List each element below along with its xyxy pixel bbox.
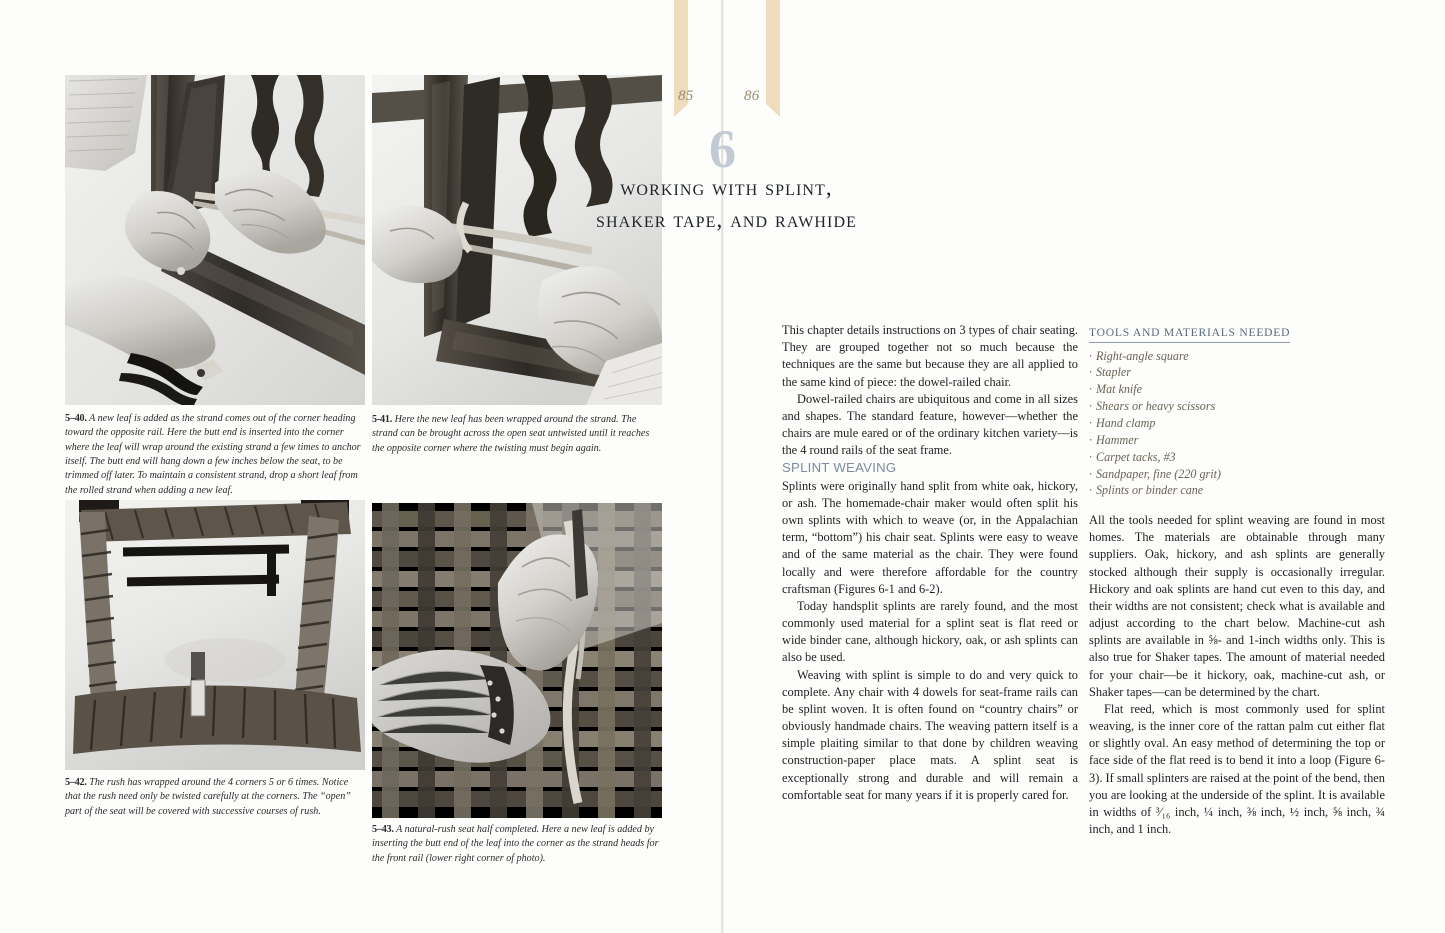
figure-label-5-42: 5–42. (65, 777, 87, 788)
tools-and-materials-box (1089, 323, 1389, 499)
paragraph-splint-3: Weaving with splint is simple to do and very quick to complete. Any chair with 4 dowels for seat-frame rails can be splint woven. It is often found on “country chairs” or obviously handmade chairs. The weaving pattern itself is a simple plaiting similar to that done by children weaving construction-paper place mats. A splint seat is exceptionally strong and durable and will remain a comfortable seat for many years if it is properly cared for. (782, 667, 1078, 802)
figure-caption-text-5-43: A natural-rush seat half completed. Here a new leaf is added by inserting the butt end of the leaf into the corner as the strand heads for the front rail (lower right corner of photo). (372, 824, 659, 864)
tools-list-item: · Sandpaper, fine (220 grit) (1089, 466, 1389, 483)
figure-caption-5-40 (65, 412, 365, 498)
chapter-title-line-2: shaker tape, and rawhide (595, 206, 858, 232)
figure-photo-5-42 (65, 500, 365, 770)
paragraph-intro-1: This chapter details instructions on 3 types of chair seating. They are grouped together not so much because the techniques are the same but because they are all applied to the same kind of piece: the dowel-railed chair. (782, 323, 1078, 389)
figure-photo-5-43 (372, 503, 662, 818)
figure-label-5-40: 5–40. (65, 413, 87, 424)
tools-list (1089, 348, 1389, 500)
tools-list-item: · Hammer (1089, 432, 1389, 449)
tools-list-item: · Hand clamp (1089, 415, 1389, 432)
figure-caption-text-5-40: A new leaf is added as the strand comes out of the corner heading toward the opposite rail. Here the butt end is inserted into the corner where the leaf will wrap around the existing strand a few times to anchor itself. The butt end will hang down a few inches below the seat, to be trimmed off later. To maintain a consistent strand, drop a short leaf from the rolled strand when adding a new leaf. (65, 413, 361, 496)
tools-list-item: · Carpet tacks, #3 (1089, 449, 1389, 466)
figure-caption-text-5-41: Here the new leaf has been wrapped around the strand. The strand can be brought across the open seat untwisted until it reaches the opposite corner where the twisting must begin again. (372, 414, 650, 454)
page-ribbon-right (766, 0, 780, 104)
figure-label-5-43: 5–43. (372, 824, 394, 835)
figure-caption-5-42 (65, 776, 365, 819)
chapter-title-line-1: working with splint, (620, 175, 833, 200)
paragraph-tools-materials: All the tools needed for splint weaving are found in most homes. The materials are obtainable through many suppliers. Oak, hickory, and ash splints are generally stocked although their supply is occasionally irregular. Hickory and oak splints are hand cut even to this day, and their widths are not consistent; check what is available and adjust according to the chart below. Machine-cut ash splints are available in ⅝- and 1-inch widths only. This is also true for Shaker tapes. The amount of material needed for your chair—be it hickory, oak, machine-cut ash, or Shaker tapes—can be determined by the chart. (1089, 513, 1385, 699)
chapter-number: 6 (709, 119, 736, 179)
folio-right: 86 (744, 88, 760, 104)
paragraph-splint-1: Splints were originally hand split from white oak, hickory, or ash. The homemade-chair maker would often split his own splints with which to weave (or, in the Appalachian term, “bottom”) his chair seat. Splints were easy to weave and of the same material as the chair. They were found locally and were therefore affordable for the country craftsman (Figures 6-1 and 6-2). (782, 478, 1078, 596)
tools-list-item: · Shears or heavy scissors (1089, 398, 1389, 415)
paragraph-flat-reed: Flat reed, which is most commonly used for splint weaving, is the inner core of the rattan palm cut either flat or slightly oval. An easy method of determining the top or face side of the flat reed is to bend it into a loop (Figure 6-3). If small splinters are raised at the point of the bend, then you are looking at the underside of the splint. It is available in widths of ³⁄₁₆ inch, ¼ inch, ⅜ inch, ½ inch, ⅝ inch, ¾ inch, and 1 inch. (1089, 701, 1385, 837)
photo-5-43-art (372, 503, 662, 818)
body-column-left (782, 322, 1078, 804)
paragraph-intro-2: Dowel-railed chairs are ubiquitous and come in all sizes and shapes. The standard feature, however—whether the chairs are mule eared or of the ordinary kitchen variety—is the 4 round rails of the seat frame. (782, 391, 1078, 458)
tools-list-item: · Stapler (1089, 364, 1389, 381)
tools-list-item: · Mat knife (1089, 381, 1389, 398)
tools-list-item: · Right-angle square (1089, 348, 1389, 365)
figure-caption-5-41 (372, 413, 662, 456)
figure-label-5-41: 5-41. (372, 414, 393, 425)
figure-caption-text-5-42: The rush has wrapped around the 4 corners 5 or 6 times. Notice that the rush need only be twisted carefully at the corners. The “open” part of the seat will be covered with successive courses of rush. (65, 777, 351, 817)
body-column-right (1089, 512, 1385, 838)
photo-5-42-art (65, 500, 365, 770)
tools-heading: TOOLS AND MATERIALS NEEDED (1089, 326, 1290, 343)
folio-left: 85 (678, 88, 694, 104)
paragraph-splint-2: Today handsplit splints are rarely found, and the most commonly used material for a splint seat is flat reed or wide binder cane, although hickory, oak, or ash splints can also be used. (782, 598, 1078, 665)
tools-list-item: · Splints or binder cane (1089, 482, 1389, 499)
chapter-title (60, 172, 1393, 235)
section-heading-splint-weaving: SPLINT WEAVING (782, 460, 897, 476)
figure-caption-5-43 (372, 823, 662, 866)
